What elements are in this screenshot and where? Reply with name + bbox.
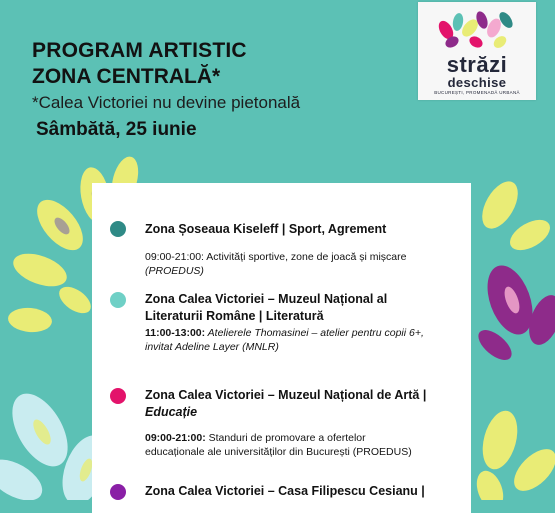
program-card [92, 183, 471, 513]
event-time: 11:00-13:00: [145, 327, 206, 339]
event-details [145, 431, 465, 459]
strazi-deschise-logo [418, 2, 536, 100]
event-text-line1: Atelierele Thomasinei – atelier pentru copii 6+, [205, 327, 424, 339]
logo-word-deschise: deschise [447, 75, 507, 90]
page-subtitle: *Calea Victoriei nu devine pietonală [32, 93, 301, 112]
event-heading [145, 483, 465, 500]
event-time: 09:00-21:00: [145, 251, 204, 263]
event-details [145, 250, 465, 278]
event-heading-line: Literaturii Române | Literatură [145, 309, 324, 323]
event-heading-line: Educație [145, 405, 198, 419]
event-heading [145, 291, 465, 325]
event-text-line2: invitat Adeline Layer (MNLR) [145, 341, 279, 353]
event-heading [145, 221, 455, 238]
event-details [145, 326, 465, 354]
event-text-line1: Activități sportive, zone de joacă și mișcare [203, 251, 407, 263]
event-dot-icon [110, 388, 126, 404]
event-heading-line: Zona Șoseaua Kiseleff | Sport, Agrement [145, 222, 387, 236]
page-title-line1: PROGRAM ARTISTIC [32, 39, 247, 62]
event-dot-icon [110, 221, 126, 237]
page-title-line2: ZONA CENTRALĂ* [32, 65, 221, 88]
event-organizer: (PROEDUS) [145, 265, 204, 277]
logo-tagline: BUCUREȘTI, PROMENADĂ URBANĂ [434, 90, 520, 95]
event-dot-icon [110, 292, 126, 308]
event-heading-line: Zona Calea Victoriei – Muzeul Național de Artă | [145, 388, 427, 402]
event-heading-line: Zona Calea Victoriei – Casa Filipescu Cesianu | [145, 484, 425, 498]
event-date: Sâmbătă, 25 iunie [36, 119, 197, 140]
event-text-line1: Standuri de promovare a ofertelor [205, 432, 366, 444]
logo-word-strazi: străzi [446, 52, 508, 77]
event-heading-line: Zona Calea Victoriei – Muzeul Național al [145, 292, 388, 306]
event-text-line2: educaționale ale universităților din București (PROEDUS) [145, 446, 412, 458]
event-dot-icon [110, 484, 126, 500]
event-heading [145, 387, 465, 421]
event-time: 09:00-21:00: [145, 432, 206, 444]
logo-pattern-icon [418, 2, 536, 52]
